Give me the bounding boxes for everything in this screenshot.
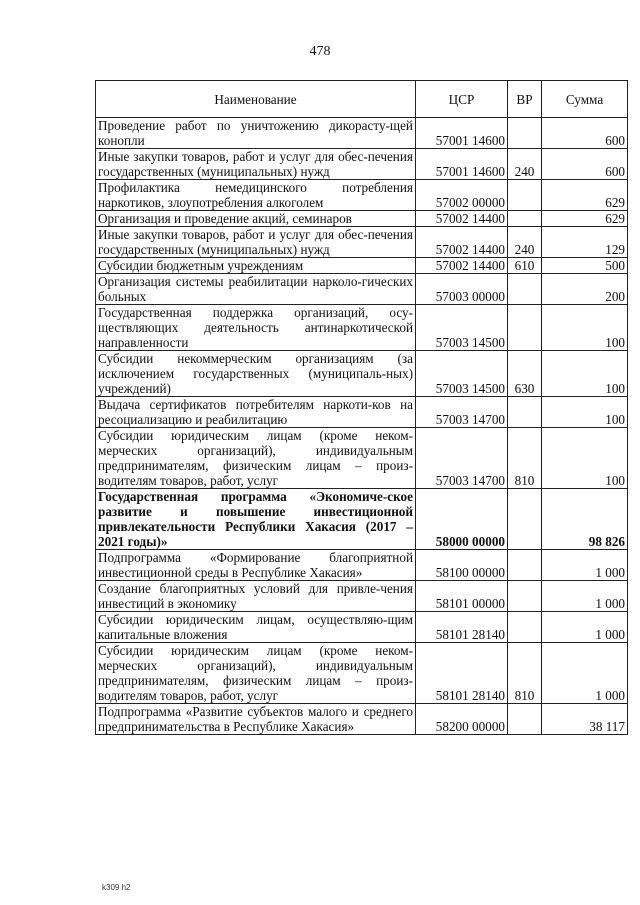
table-row xyxy=(96,305,628,351)
cell-csr: 57001 14600 xyxy=(416,149,508,180)
cell-sum: 100 xyxy=(542,305,628,351)
cell-sum: 500 xyxy=(542,258,628,274)
cell-name: Субсидии бюджетным учреждениям xyxy=(96,258,416,274)
cell-vr xyxy=(508,550,542,581)
cell-csr: 57002 14400 xyxy=(416,258,508,274)
cell-csr: 57001 14600 xyxy=(416,118,508,149)
cell-name: Иные закупки товаров, работ и услуг для обес-печения государственных (муниципальных) нужд xyxy=(96,149,416,180)
cell-vr xyxy=(508,305,542,351)
cell-vr xyxy=(508,704,542,735)
cell-csr: 58200 00000 xyxy=(416,704,508,735)
cell-name: Создание благоприятных условий для привле-чения инвестиций в экономику xyxy=(96,581,416,612)
cell-vr xyxy=(508,397,542,428)
table-row xyxy=(96,211,628,227)
cell-csr: 58101 28140 xyxy=(416,643,508,704)
page-number: 478 xyxy=(309,44,331,59)
cell-sum: 1 000 xyxy=(542,612,628,643)
cell-sum: 38 117 xyxy=(542,704,628,735)
cell-sum: 629 xyxy=(542,180,628,211)
cell-name: Выдача сертификатов потребителям наркоти-ков на ресоциализацию и реабилитацию xyxy=(96,397,416,428)
cell-vr xyxy=(508,180,542,211)
cell-sum: 100 xyxy=(542,428,628,489)
cell-csr: 57002 00000 xyxy=(416,180,508,211)
cell-sum: 600 xyxy=(542,118,628,149)
cell-name: Государственная программа «Экономиче-ское развитие и повышение инвестиционной привлекательности Республики Хакасия (2017 – 2021 годы)» xyxy=(96,489,416,550)
cell-name: Субсидии юридическим лицам, осуществляю-щим капитальные вложения xyxy=(96,612,416,643)
cell-vr xyxy=(508,489,542,550)
cell-name: Субсидии юридическим лицам (кроме неком-мерческих организаций), индивидуальным предпринимателям, физическим лицам – произ-водителям товаров, работ, услуг xyxy=(96,428,416,489)
cell-name: Профилактика немедицинского потребления наркотиков, злоупотребления алкоголем xyxy=(96,180,416,211)
cell-sum: 98 826 xyxy=(542,489,628,550)
table-row xyxy=(96,149,628,180)
cell-name: Государственная поддержка организаций, осу-ществляющих деятельность антинаркотической направленности xyxy=(96,305,416,351)
cell-name: Подпрограмма «Развитие субъектов малого и среднего предпринимательства в Республике Хакасия» xyxy=(96,704,416,735)
header-name: Наименование xyxy=(96,81,416,118)
cell-csr: 57002 14400 xyxy=(416,211,508,227)
cell-sum: 629 xyxy=(542,211,628,227)
table-row xyxy=(96,581,628,612)
cell-csr: 57003 00000 xyxy=(416,274,508,305)
table-row xyxy=(96,180,628,211)
cell-csr: 57003 14500 xyxy=(416,351,508,397)
budget-table xyxy=(95,80,628,735)
header-csr: ЦСР xyxy=(416,81,508,118)
cell-vr: 240 xyxy=(508,227,542,258)
cell-name: Проведение работ по уничтожению дикорасту-щей конопли xyxy=(96,118,416,149)
table-row xyxy=(96,274,628,305)
table-row xyxy=(96,612,628,643)
cell-csr: 58101 28140 xyxy=(416,612,508,643)
cell-vr: 810 xyxy=(508,643,542,704)
cell-vr: 630 xyxy=(508,351,542,397)
header-vr: ВР xyxy=(508,81,542,118)
cell-vr xyxy=(508,581,542,612)
table-row xyxy=(96,397,628,428)
cell-csr: 57002 14400 xyxy=(416,227,508,258)
table-header-row xyxy=(96,81,628,118)
cell-name: Иные закупки товаров, работ и услуг для обес-печения государственных (муниципальных) нужд xyxy=(96,227,416,258)
cell-vr: 810 xyxy=(508,428,542,489)
cell-csr: 58000 00000 xyxy=(416,489,508,550)
cell-csr: 57003 14700 xyxy=(416,428,508,489)
cell-name: Субсидии некоммерческим организациям (за исключением государственных (муниципаль-ных) учреждений) xyxy=(96,351,416,397)
cell-csr: 58100 00000 xyxy=(416,550,508,581)
cell-sum: 1 000 xyxy=(542,550,628,581)
cell-vr: 610 xyxy=(508,258,542,274)
table-row xyxy=(96,550,628,581)
cell-sum: 200 xyxy=(542,274,628,305)
table-row xyxy=(96,227,628,258)
cell-vr xyxy=(508,612,542,643)
cell-vr xyxy=(508,274,542,305)
cell-name: Организация системы реабилитации нарколо-гических больных xyxy=(96,274,416,305)
cell-name: Подпрограмма «Формирование благоприятной инвестиционной среды в Республике Хакасия» xyxy=(96,550,416,581)
cell-sum: 1 000 xyxy=(542,581,628,612)
table-row xyxy=(96,118,628,149)
cell-vr xyxy=(508,211,542,227)
table-row xyxy=(96,258,628,274)
cell-sum: 129 xyxy=(542,227,628,258)
cell-sum: 1 000 xyxy=(542,643,628,704)
table-row xyxy=(96,704,628,735)
table-row xyxy=(96,428,628,489)
cell-sum: 100 xyxy=(542,351,628,397)
cell-vr: 240 xyxy=(508,149,542,180)
cell-csr: 57003 14500 xyxy=(416,305,508,351)
table-row xyxy=(96,351,628,397)
header-sum: Сумма xyxy=(542,81,628,118)
table-row xyxy=(96,489,628,550)
cell-sum: 600 xyxy=(542,149,628,180)
footer-code: k309 h2 xyxy=(102,883,131,892)
cell-vr xyxy=(508,118,542,149)
cell-name: Организация и проведение акций, семинаров xyxy=(96,211,416,227)
table-row xyxy=(96,643,628,704)
cell-csr: 58101 00000 xyxy=(416,581,508,612)
cell-name: Субсидии юридическим лицам (кроме неком-мерческих организаций), индивидуальным предпринимателям, физическим лицам – произ-водителям товаров, работ, услуг xyxy=(96,643,416,704)
cell-csr: 57003 14700 xyxy=(416,397,508,428)
cell-sum: 100 xyxy=(542,397,628,428)
